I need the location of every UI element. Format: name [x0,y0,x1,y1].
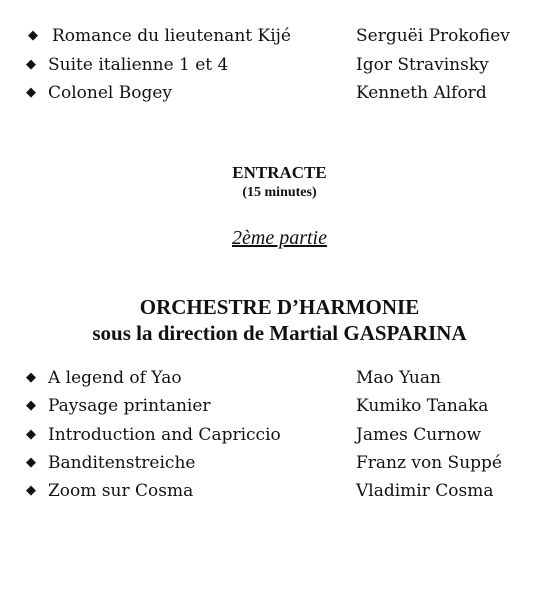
diamond-bullet-icon: ◆ [26,57,36,72]
program-item [0,423,559,447]
piece-title: A legend of Yao [48,368,182,388]
composer-name: Kenneth Alford [356,83,487,103]
composer-name: Serguëi Prokofiev [356,26,510,46]
part-heading: 2ème partie [232,227,327,249]
diamond-bullet-icon: ◆ [26,483,36,498]
piece-title: Colonel Bogey [48,83,173,103]
composer-name: Vladimir Cosma [356,481,494,501]
diamond-bullet-icon: ◆ [26,370,36,385]
piece-title: Banditenstreiche [48,453,196,473]
interlude-title: ENTRACTE [232,163,327,182]
piece-title: Suite italienne 1 et 4 [48,55,229,75]
composer-name: James Curnow [356,425,482,445]
diamond-bullet-icon: ◆ [28,28,38,43]
composer-name: Mao Yuan [356,368,441,388]
piece-title: Introduction and Capriccio [48,425,281,445]
interlude-duration: (15 minutes) [242,185,317,200]
program-item [0,394,559,418]
program-item [0,53,559,77]
piece-title: Romance du lieutenant Kijé [52,26,291,46]
piece-title: Paysage printanier [48,396,211,416]
program-item [0,24,559,48]
composer-name: Igor Stravinsky [356,55,489,75]
conductor-line: sous la direction de Martial GASPARINA [92,321,467,345]
program-item [0,366,559,390]
diamond-bullet-icon: ◆ [26,427,36,442]
program-item [0,81,559,105]
program-item [0,479,559,503]
ensemble-name: ORCHESTRE D’HARMONIE [139,295,420,319]
composer-name: Kumiko Tanaka [356,396,489,416]
program-item [0,451,559,475]
piece-title: Zoom sur Cosma [48,481,194,501]
diamond-bullet-icon: ◆ [26,455,36,470]
diamond-bullet-icon: ◆ [26,85,36,100]
diamond-bullet-icon: ◆ [26,398,36,413]
composer-name: Franz von Suppé [356,453,502,473]
